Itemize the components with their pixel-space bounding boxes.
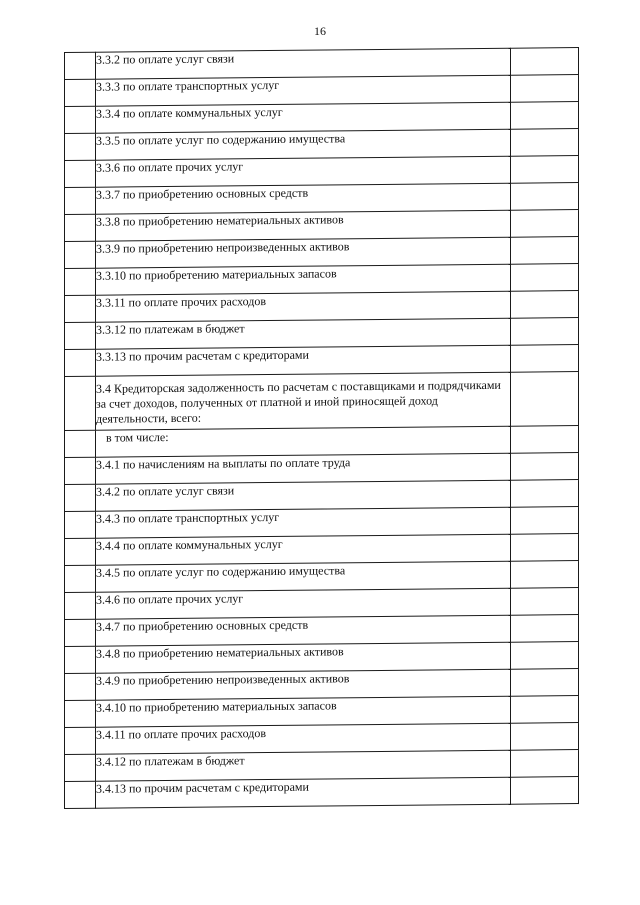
row-name-cell [96, 156, 511, 187]
row-name-text: 3.3.10 по приобретению материальных запасов [96, 266, 337, 283]
row-number-cell [65, 187, 96, 214]
row-name-text: 3.4.7 по приобретению основных средств [96, 617, 309, 634]
row-value-cell [511, 453, 579, 481]
row-value-cell [511, 183, 579, 211]
row-name-cell [96, 264, 511, 295]
row-name-cell [96, 507, 511, 538]
row-name-cell [96, 183, 511, 214]
row-name-text: 3.4.8 по приобретению нематериальных активов [96, 644, 344, 661]
row-value-cell [511, 48, 579, 76]
row-name-text: 3.4.10 по приобретению материальных запасов [96, 698, 337, 715]
row-value-cell [511, 318, 579, 346]
row-name-text: 3.4.12 по платежам в бюджет [96, 753, 245, 769]
row-name-text: 3.3.6 по оплате прочих услуг [96, 159, 244, 175]
row-name-cell [96, 561, 511, 592]
row-value-cell [511, 210, 579, 238]
row-number-cell [65, 79, 96, 106]
row-value-cell [511, 291, 579, 319]
row-number-cell [65, 214, 96, 241]
row-name-cell [96, 723, 511, 754]
row-value-cell [511, 669, 579, 697]
row-value-cell [511, 237, 579, 265]
row-number-cell [65, 106, 96, 133]
row-number-cell [65, 646, 96, 673]
row-number-cell [65, 268, 96, 295]
row-name-text: 3.4.4 по оплате коммунальных услуг [96, 536, 283, 553]
row-name-cell [96, 291, 511, 322]
row-number-cell [65, 322, 96, 349]
row-value-cell [511, 264, 579, 292]
row-name-cell [96, 750, 511, 781]
row-name-text: 3.4.2 по оплате услуг связи [96, 483, 235, 499]
table-body [65, 48, 579, 809]
row-name-cell [96, 453, 511, 484]
row-number-cell [65, 511, 96, 538]
row-name-cell [96, 777, 511, 808]
row-value-cell [511, 480, 579, 508]
row-value-cell [511, 777, 579, 805]
row-number-cell [65, 430, 96, 457]
row-value-cell [511, 642, 579, 670]
row-number-cell [65, 727, 96, 754]
row-number-cell [65, 295, 96, 322]
row-value-cell [511, 696, 579, 724]
row-name-text: 3.3.3 по оплате транспортных услуг [96, 77, 280, 94]
document-table [64, 47, 579, 809]
row-number-cell [65, 592, 96, 619]
row-value-cell [511, 750, 579, 778]
row-number-cell [65, 52, 96, 79]
row-name-cell [96, 129, 511, 160]
document-table-wrapper [64, 47, 579, 809]
row-value-cell [511, 723, 579, 751]
row-name-text: 3.4.13 по прочим расчетам с кредиторами [96, 779, 309, 796]
row-number-cell [65, 700, 96, 727]
row-number-cell [65, 673, 96, 700]
row-value-cell [511, 561, 579, 589]
row-name-text: 3.3.12 по платежам в бюджет [96, 321, 245, 337]
row-name-cell [96, 318, 511, 349]
row-name-cell [96, 237, 511, 268]
row-number-cell [65, 538, 96, 565]
row-name-text: 3.3.13 по прочим расчетам с кредиторами [96, 347, 309, 364]
row-value-cell [511, 345, 579, 373]
row-name-cell [96, 642, 511, 673]
row-name-text: 3.3.8 по приобретению нематериальных активов [96, 212, 344, 229]
row-value-cell [511, 588, 579, 616]
row-name-cell [96, 426, 511, 457]
row-number-cell [65, 484, 96, 511]
row-name-text: 3.3.7 по приобретению основных средств [96, 185, 309, 202]
row-value-cell [511, 426, 579, 454]
row-number-cell [65, 241, 96, 268]
row-name-cell [96, 372, 511, 430]
row-name-text: 3.3.2 по оплате услуг связи [96, 51, 235, 67]
row-number-cell [65, 457, 96, 484]
row-name-text: 3.4 Кредиторская задолженность по расчетам с поставщиками и подрядчиками за счет доходов, полученных от платной и иной приносящей доход деятельности, всего: [96, 377, 504, 426]
table-row [65, 777, 579, 809]
row-number-cell [65, 349, 96, 376]
row-name-text: 3.4.1 по начислениям на выплаты по оплате труда [96, 455, 351, 472]
row-name-cell [96, 48, 511, 79]
row-value-cell [511, 75, 579, 103]
row-number-cell [65, 133, 96, 160]
row-name-text: 3.4.3 по оплате транспортных услуг [96, 509, 280, 526]
row-name-text: 3.3.4 по оплате коммунальных услуг [96, 104, 283, 121]
row-name-cell [96, 669, 511, 700]
row-number-cell [65, 619, 96, 646]
row-value-cell [511, 129, 579, 157]
row-value-cell [511, 534, 579, 562]
row-name-text: 3.4.5 по оплате услуг по содержанию имущества [96, 563, 346, 580]
row-number-cell [65, 754, 96, 781]
table-row [65, 372, 579, 431]
row-name-cell [96, 102, 511, 133]
row-name-text: в том числе: [106, 429, 169, 445]
row-name-cell [96, 210, 511, 241]
row-name-text: 3.4.11 по оплате прочих расходов [96, 726, 267, 742]
row-name-text: 3.4.9 по приобретению непроизведенных активов [96, 671, 350, 688]
row-name-text: 3.3.11 по оплате прочих расходов [96, 294, 267, 310]
row-name-cell [96, 615, 511, 646]
row-name-cell [96, 588, 511, 619]
row-name-cell [96, 534, 511, 565]
row-number-cell [65, 160, 96, 187]
row-value-cell [511, 507, 579, 535]
row-name-text: 3.4.6 по оплате прочих услуг [96, 591, 244, 607]
row-name-cell [96, 345, 511, 376]
row-value-cell [511, 156, 579, 184]
row-name-cell [96, 696, 511, 727]
row-name-text: 3.3.9 по приобретению непроизведенных активов [96, 239, 350, 256]
page-number: 16 [314, 24, 326, 38]
row-value-cell [511, 615, 579, 643]
row-name-cell [96, 75, 511, 106]
row-number-cell [65, 565, 96, 592]
row-number-cell [65, 376, 96, 430]
row-name-text: 3.3.5 по оплате услуг по содержанию имущества [96, 131, 346, 148]
row-value-cell [511, 372, 579, 427]
row-number-cell [65, 781, 96, 808]
row-value-cell [511, 102, 579, 130]
row-name-cell [96, 480, 511, 511]
